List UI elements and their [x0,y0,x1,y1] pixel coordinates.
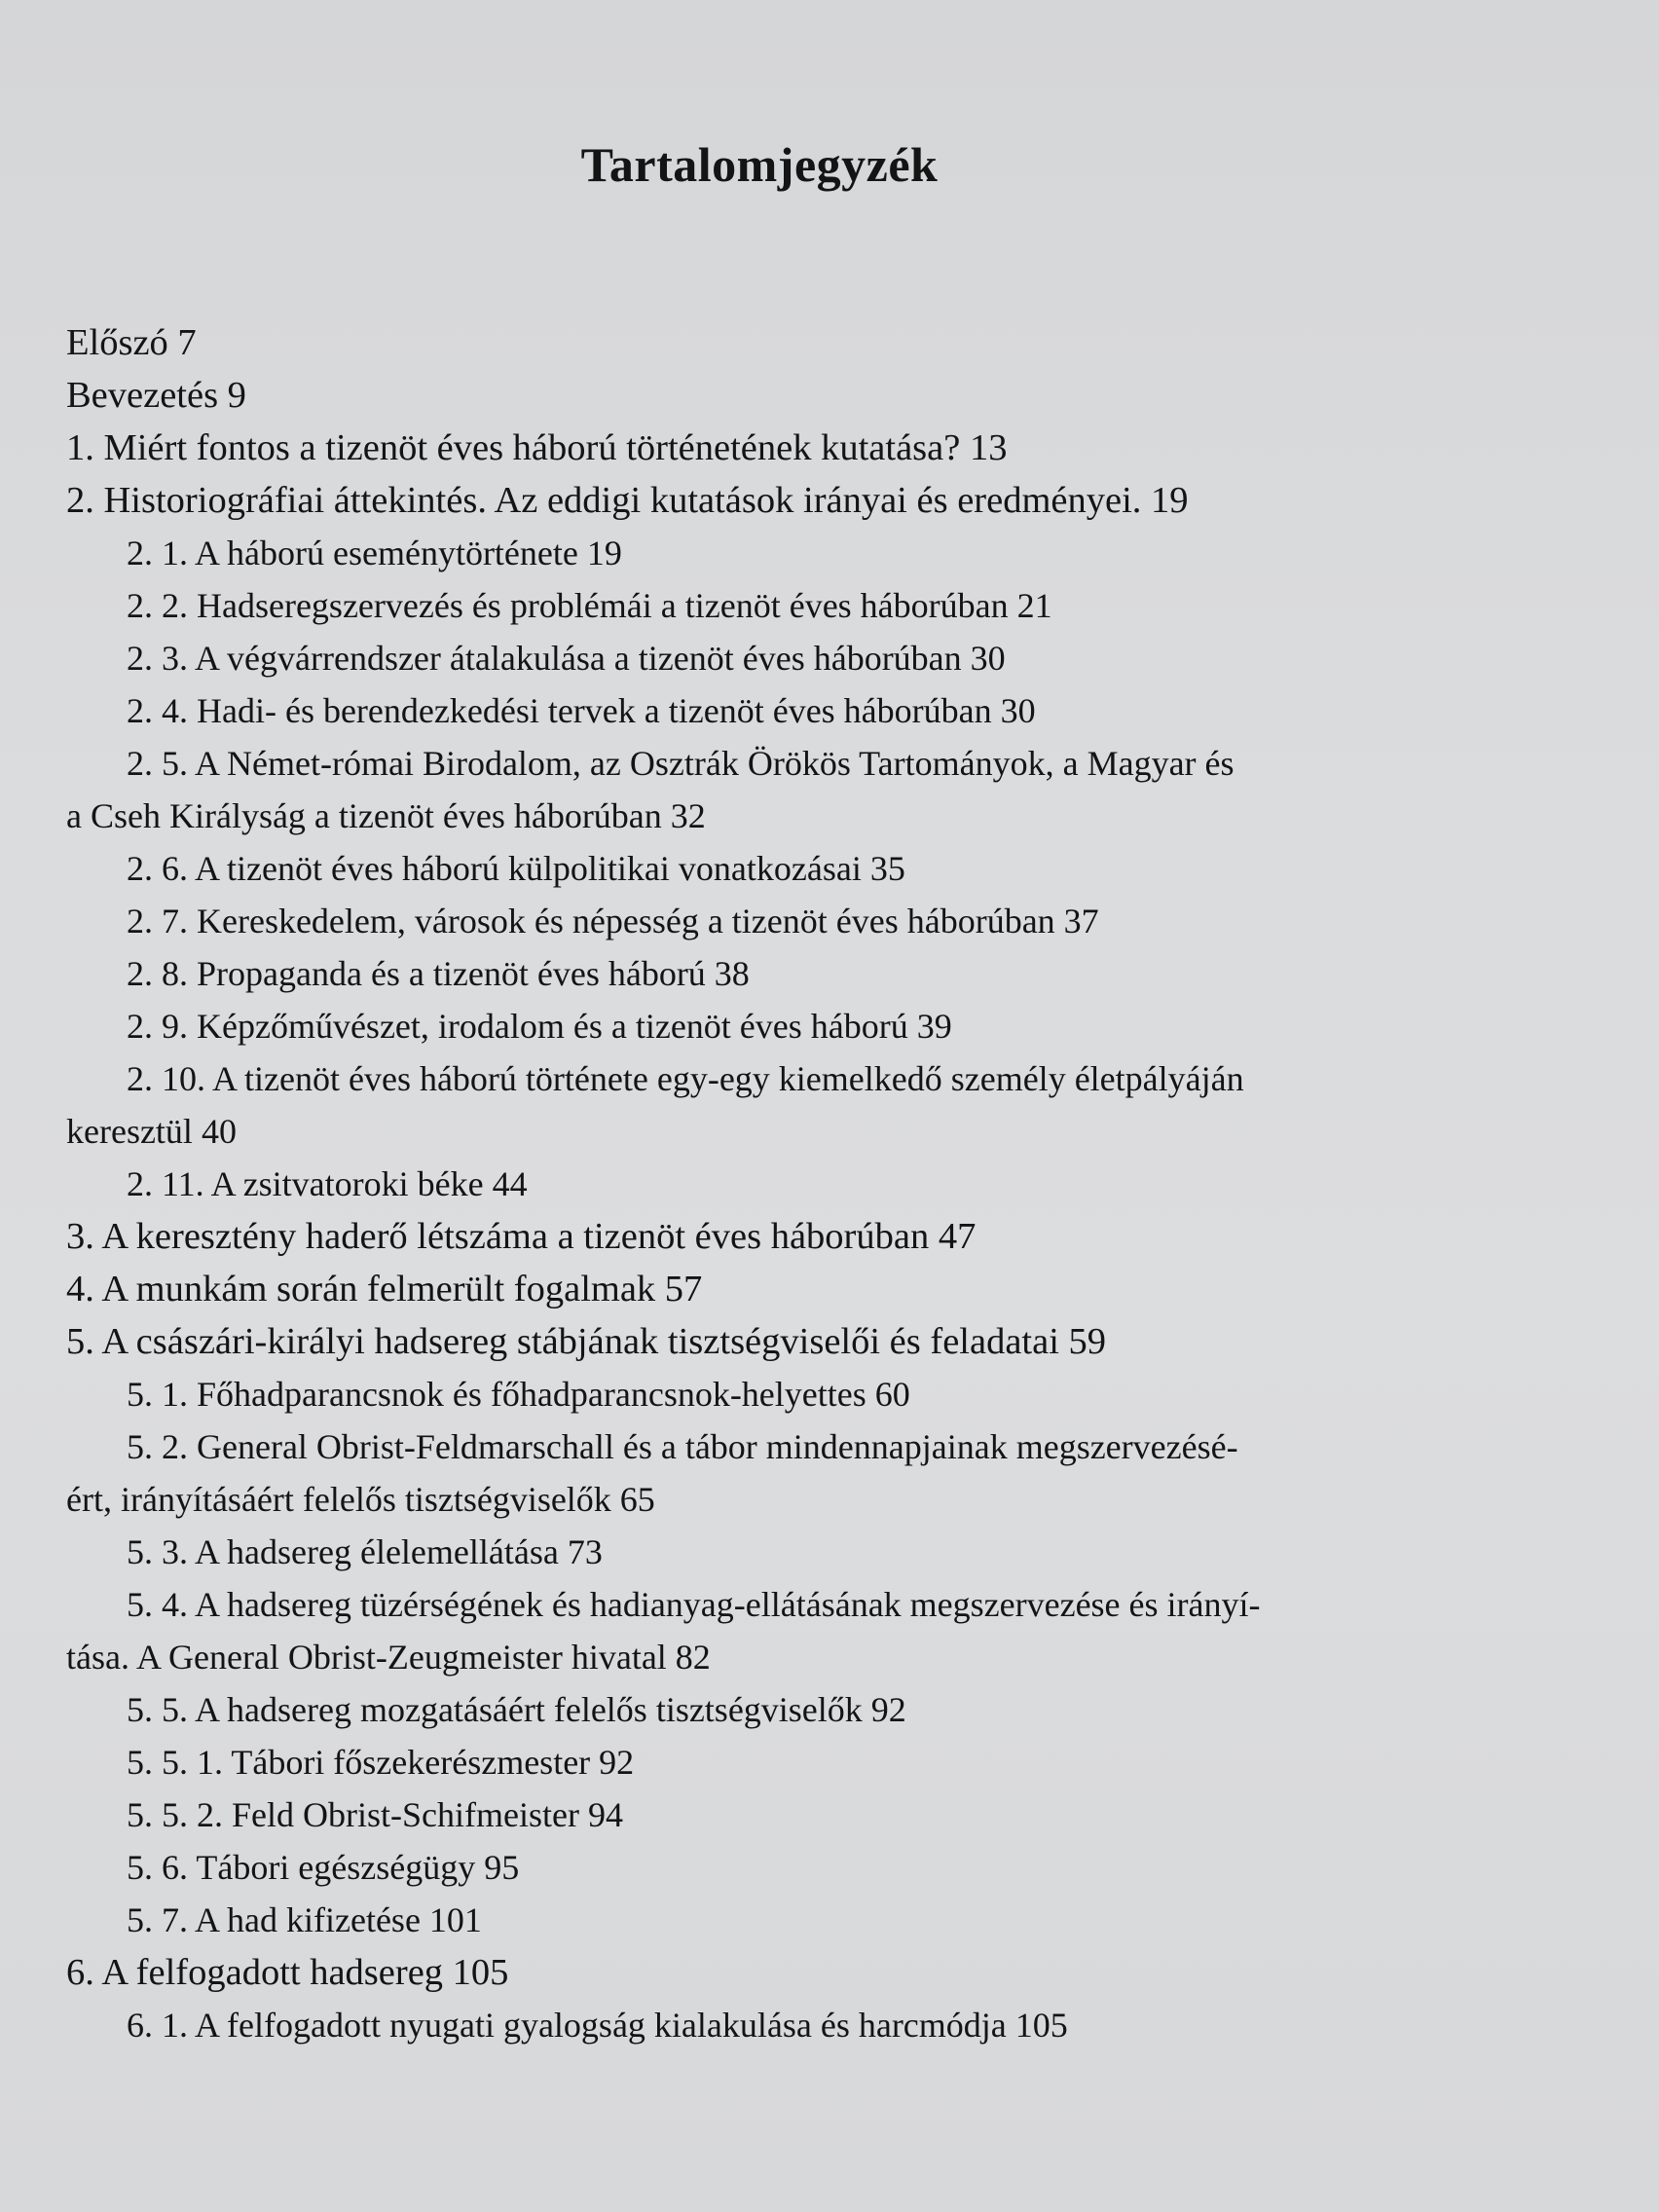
toc-entry-text: 2. 9. Képzőművészet, irodalom és a tizenöt éves háború 39 [127,1007,952,1046]
toc-chapter-entry [66,1315,1468,1368]
toc-entry-continuation: a Cseh Királyság a tizenöt éves háborúban 32 [66,796,706,835]
toc-chapter-entry [66,422,1468,474]
toc-subsection-entry [66,1052,1468,1158]
toc-subsection-entry [66,527,1468,579]
toc-entry-text: 2. 8. Propaganda és a tizenöt éves háború 38 [127,954,750,993]
toc-entry-continuation: ért, irányításáért felelős tisztségviselők 65 [66,1480,655,1519]
toc-entry-text: 3. A keresztény haderő létszáma a tizenöt éves háborúban 47 [66,1216,977,1257]
toc-subsection-entry [66,1368,1468,1420]
page-title: Tartalomjegyzék [580,137,939,192]
toc-chapter-entry [66,369,1468,422]
toc-entry-text: 2. 1. A háború eseménytörténete 19 [127,534,622,572]
toc-subsection-entry [66,1578,1468,1683]
toc-subsection-entry [66,1788,1468,1841]
toc-entry-text: 6. 1. A felfogadott nyugati gyalogság kialakulása és harcmódja 105 [127,2006,1068,2045]
toc-entry-text: 5. 2. General Obrist-Feldmarschall és a tábor mindennapjainak megszervezésé- [127,1427,1238,1466]
toc-entry-text: 5. 5. 2. Feld Obrist-Schifmeister 94 [127,1795,623,1834]
toc-entry-text: 5. 7. A had kifizetése 101 [127,1900,482,1939]
toc-entry-text: 2. 2. Hadseregszervezés és problémái a tizenöt éves háborúban 21 [127,586,1052,625]
toc-subsection-entry [66,1736,1468,1788]
toc-entry-text: 5. 5. A hadsereg mozgatásáért felelős tisztségviselők 92 [127,1690,906,1729]
toc-entry-text: 5. 3. A hadsereg élelemellátása 73 [127,1532,603,1571]
toc-subsection-entry [66,684,1468,737]
toc-subsection-entry [66,737,1468,842]
toc-entry-text: 5. 6. Tábori egészségügy 95 [127,1848,520,1887]
toc-subsection-entry [66,1894,1468,1946]
toc-entry-text: 2. Historiográfiai áttekintés. Az eddigi kutatások irányai és eredményei. 19 [66,480,1189,521]
toc-subsection-entry [66,947,1468,1000]
toc-subsection-entry [66,842,1468,895]
table-of-contents [66,316,1468,2051]
toc-entry-text: 2. 6. A tizenöt éves háború külpolitikai vonatkozásai 35 [127,849,905,888]
toc-entry-text: 2. 7. Kereskedelem, városok és népesség a tizenöt éves háborúban 37 [127,902,1099,940]
toc-entry-text: 5. 1. Főhadparancsnok és főhadparancsnok-helyettes 60 [127,1375,910,1414]
toc-subsection-entry [66,895,1468,947]
toc-entry-text: 2. 4. Hadi- és berendezkedési tervek a tizenöt éves háborúban 30 [127,691,1036,730]
toc-entry-text: 2. 5. A Német-római Birodalom, az Osztrák Örökös Tartományok, a Magyar és [127,744,1235,783]
toc-subsection-entry [66,1999,1468,2051]
toc-entry-text: 2. 3. A végvárrendszer átalakulása a tizenöt éves háborúban 30 [127,639,1006,678]
toc-chapter-entry [66,316,1468,369]
toc-entry-text: 5. A császári-királyi hadsereg stábjának tisztségviselői és feladatai 59 [66,1321,1107,1362]
toc-entry-text: Bevezetés 9 [66,375,246,416]
toc-chapter-entry [66,1263,1468,1315]
toc-entry-text: 6. A felfogadott hadsereg 105 [66,1952,509,1993]
toc-subsection-entry [66,1683,1468,1736]
toc-subsection-entry [66,1420,1468,1526]
toc-subsection-entry [66,1841,1468,1894]
toc-entry-continuation: keresztül 40 [66,1112,237,1151]
toc-chapter-entry [66,1946,1468,1999]
toc-entry-text: 5. 4. A hadsereg tüzérségének és hadianyag-ellátásának megszervezése és irányí- [127,1585,1261,1624]
toc-entry-text: 2. 10. A tizenöt éves háború története egy-egy kiemelkedő személy életpályáján [127,1059,1244,1098]
toc-entry-text: 5. 5. 1. Tábori főszekerészmester 92 [127,1743,635,1782]
toc-chapter-entry [66,474,1468,527]
toc-subsection-entry [66,1526,1468,1578]
toc-subsection-entry [66,579,1468,632]
toc-subsection-entry [66,1000,1468,1052]
toc-entry-text: 1. Miért fontos a tizenöt éves háború történetének kutatása? 13 [66,427,1008,468]
toc-subsection-entry [66,632,1468,684]
toc-entry-text: 4. A munkám során felmerült fogalmak 57 [66,1269,703,1309]
toc-entry-text: Előszó 7 [66,322,197,363]
toc-chapter-entry [66,1210,1468,1263]
toc-entry-text: 2. 11. A zsitvatoroki béke 44 [127,1164,528,1203]
toc-entry-continuation: tása. A General Obrist-Zeugmeister hivatal 82 [66,1638,711,1677]
toc-subsection-entry [66,1158,1468,1210]
